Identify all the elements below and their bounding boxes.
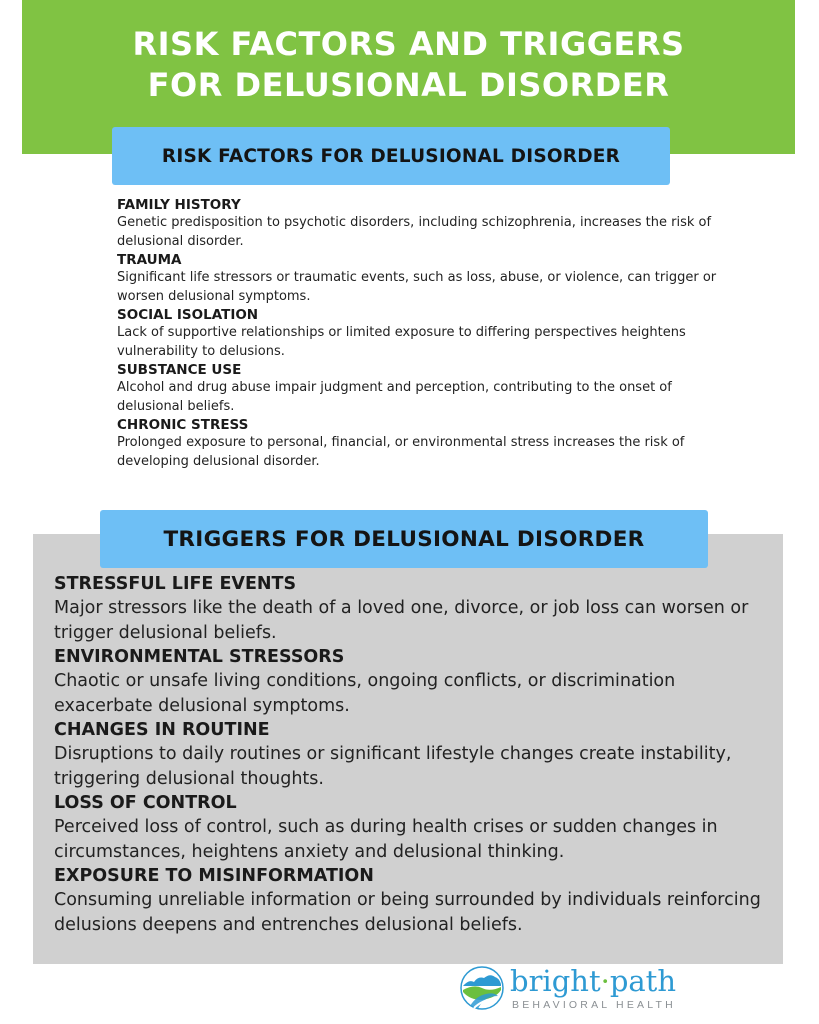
- risk-factor-title: CHRONIC STRESS: [117, 417, 249, 433]
- logo-word-path: path: [609, 964, 677, 998]
- risk-factor-description: Significant life stressors or traumatic events, such as loss, abuse, or violence, can trigger or worsen delusional symptoms.: [117, 270, 717, 304]
- trigger-description: Chaotic or unsafe living conditions, ongoing conflicts, or discrimination exacerbate delusional symptoms.: [54, 671, 676, 716]
- list-item: [117, 196, 717, 251]
- risk-factor-title: TRAUMA: [117, 252, 182, 268]
- list-item: [54, 572, 779, 645]
- risk-factors-list: [117, 196, 717, 471]
- logo-subtitle: BEHAVIORAL HEALTH: [512, 999, 676, 1011]
- list-item: [54, 718, 779, 791]
- risk-factor-description: Prolonged exposure to personal, financial, or environmental stress increases the risk of developing delusional disorder.: [117, 435, 685, 469]
- page-title-line-2: FOR DELUSIONAL DISORDER: [147, 66, 670, 104]
- list-item: [117, 306, 717, 361]
- trigger-title: CHANGES IN ROUTINE: [54, 720, 270, 740]
- logo-word-bright: bright: [510, 964, 601, 998]
- logo-separator-dot: ·: [600, 964, 610, 998]
- risk-factors-banner: RISK FACTORS FOR DELUSIONAL DISORDER: [112, 127, 670, 185]
- trigger-description: Disruptions to daily routines or significant lifestyle changes create instability, triggering delusional thoughts.: [54, 744, 732, 789]
- logo-wordmark: [510, 964, 676, 998]
- page-title-line-1: RISK FACTORS AND TRIGGERS: [132, 25, 685, 63]
- landscape-circle-icon: [460, 966, 504, 1010]
- list-item: [117, 416, 717, 471]
- trigger-title: ENVIRONMENTAL STRESSORS: [54, 647, 345, 667]
- trigger-description: Consuming unreliable information or being surrounded by individuals reinforcing delusions deepens and entrenches delusional beliefs.: [54, 890, 761, 935]
- triggers-banner: TRIGGERS FOR DELUSIONAL DISORDER: [100, 510, 708, 568]
- risk-factor-title: SUBSTANCE USE: [117, 362, 242, 378]
- risk-factor-title: FAMILY HISTORY: [117, 197, 241, 213]
- brightpath-logo: [460, 966, 700, 1016]
- risk-factor-description: Genetic predisposition to psychotic disorders, including schizophrenia, increases the risk of delusional disorder.: [117, 215, 712, 249]
- list-item: [117, 361, 717, 416]
- page-title: [22, 24, 795, 106]
- trigger-description: Perceived loss of control, such as during health crises or sudden changes in circumstances, heightens anxiety and delusional thinking.: [54, 817, 718, 862]
- trigger-title: STRESSFUL LIFE EVENTS: [54, 574, 297, 594]
- risk-factor-title: SOCIAL ISOLATION: [117, 307, 259, 323]
- trigger-description: Major stressors like the death of a loved one, divorce, or job loss can worsen or trigger delusional beliefs.: [54, 598, 749, 643]
- risk-factor-description: Lack of supportive relationships or limited exposure to differing perspectives heightens vulnerability to delusions.: [117, 325, 686, 359]
- list-item: [117, 251, 717, 306]
- trigger-title: LOSS OF CONTROL: [54, 793, 237, 813]
- trigger-title: EXPOSURE TO MISINFORMATION: [54, 866, 374, 886]
- triggers-list: [54, 572, 779, 937]
- list-item: [54, 864, 779, 937]
- list-item: [54, 645, 779, 718]
- list-item: [54, 791, 779, 864]
- risk-factor-description: Alcohol and drug abuse impair judgment and perception, contributing to the onset of delusional beliefs.: [117, 380, 672, 414]
